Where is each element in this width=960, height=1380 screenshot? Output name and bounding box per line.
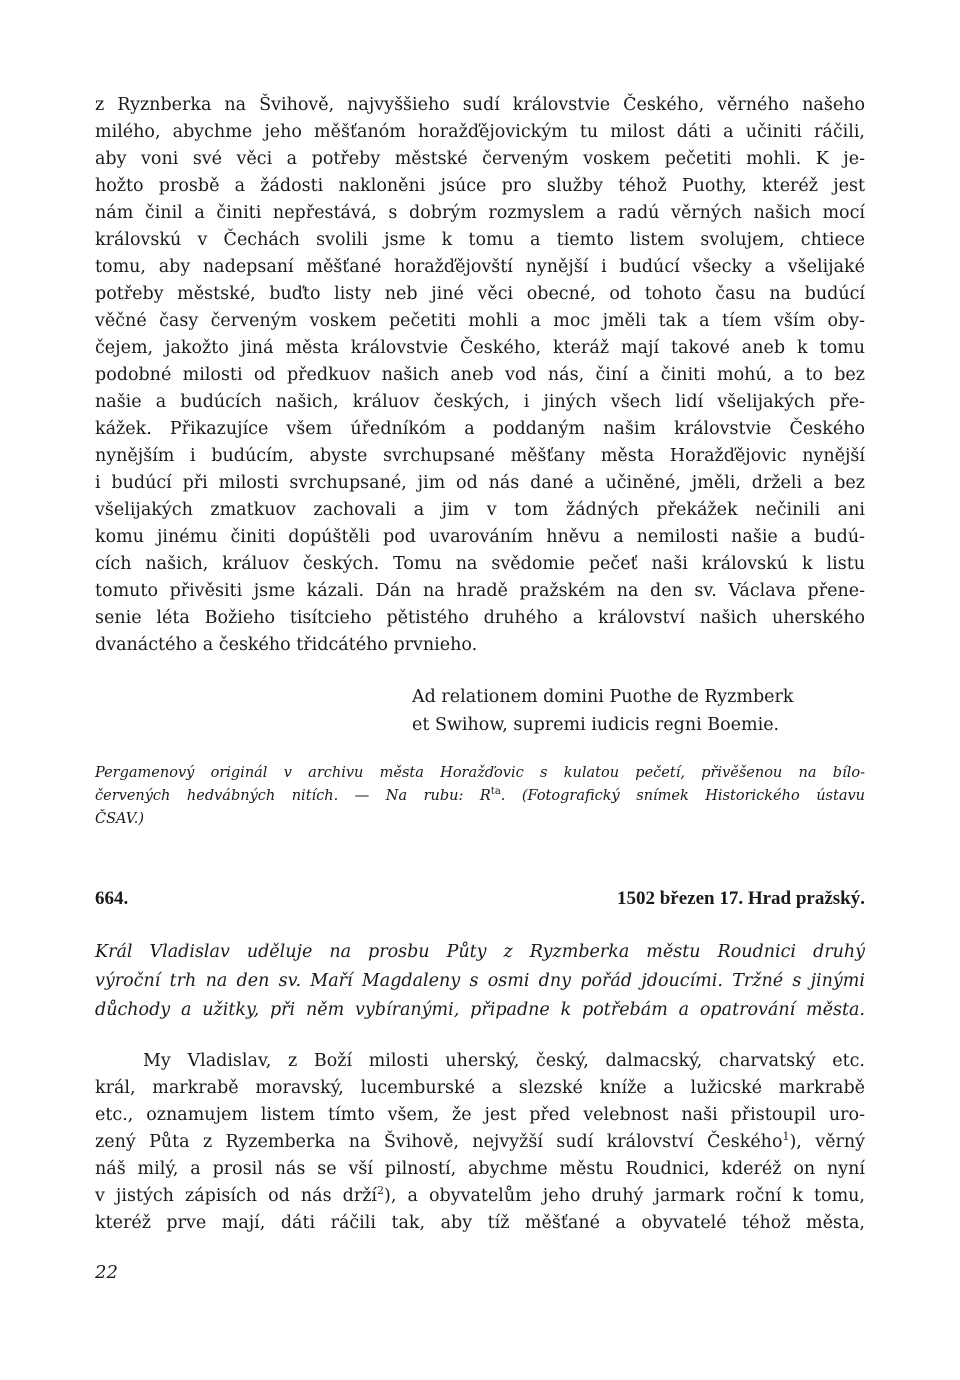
text-line: král, markrabě moravský, lucemburské a slezské kníže a lužicské markrabě — [95, 1078, 865, 1098]
text-line: kteréž prve mají, dáti ráčili tak, aby tíž měšťané a obyvatelé téhož města, — [95, 1213, 865, 1233]
page-number: 22 — [95, 1262, 118, 1283]
footnote-ref[interactable]: 2 — [377, 1184, 385, 1198]
text-line: senie léta Božieho tisítcieho pětistého druhého a království našich uherského — [95, 608, 865, 628]
text-line: kážek. Přikazujíce všem úředníkóm a poddaným našim královstvie Českého — [95, 419, 865, 439]
regest-line: výroční trh na den sv. Maří Magdaleny s osmi dny pořád jdoucími. Tržné s jinými — [95, 971, 865, 991]
regest-line: důchody a užitky, při něm vybíranými, připadne k potřebám a opatrování města. — [95, 1000, 865, 1020]
text-line: tomuto přivěsiti jsme kázali. Dán na hradě pražském na den sv. Václava přene- — [95, 581, 865, 601]
document-date-place: 1502 březen 17. Hrad pražský. — [616, 888, 865, 909]
text-line: etc., oznamujem listem tímto všem, že jest před velebnost naši přistoupil uro- — [95, 1105, 865, 1125]
text-line: čejem, jakožto jiná města královstvie Českého, kteráž mají takové aneb k tomu — [95, 338, 865, 358]
source-note-text: červených hedvábných nitích. — Na rubu: R — [95, 788, 491, 804]
text-line: hožto prosbě a žádosti nakloněni jsúce pro služby téhož Puothy, kteréž jest — [95, 176, 865, 196]
regest-line: Král Vladislav uděluje na prosbu Půty z Ryzmberka městu Roudnici druhý — [95, 942, 865, 962]
text-segment: v jistých zápisích od nás drží — [95, 1186, 378, 1206]
text-line: tomu, aby nadepsaní měšťané horažďějovští nynější i budúcí všecky a všelijaké — [95, 257, 865, 277]
source-note-line: ČSAV.) — [95, 811, 144, 827]
regest — [95, 938, 865, 1025]
text-line — [95, 1129, 865, 1156]
text-line: i budúcí při milosti svrchupsané, jim od nás dané a učiněné, jměli, drželi a bez — [95, 473, 865, 493]
text-segment: ), věrný — [789, 1132, 866, 1152]
text-line: milého, abychme jeho měšťanóm horažďějovickým tu milost dáti a učiniti ráčili, — [95, 122, 865, 142]
text-segment: zený Půta z Ryzemberka na Švihově, nejvyžší sudí království Českého — [95, 1132, 783, 1152]
text-line — [95, 1183, 865, 1210]
document-number: 664. — [95, 888, 129, 909]
signature-line: et Swihow, supremi iudicis regni Boemie. — [412, 715, 780, 735]
text-line: komu jinému činiti dopúštěli pod uvarováním hněvu a nemilosti našie a budú- — [95, 527, 865, 547]
text-line: věčné časy červeným voskem pečetiti mohli a moc jměli tak a tíem vším oby- — [95, 311, 865, 331]
text-line: našie a budúcích našich, králuov českých, i jiných všech lidí všelijakých pře- — [95, 392, 865, 412]
text-line: z Ryznberka na Švihově, najvyššieho sudí královstvie Českého, věrného našeho — [95, 95, 865, 115]
text-line: My Vladislav, z Boží milosti uherský, český, dalmacský, charvatský etc. — [143, 1051, 865, 1071]
source-note — [95, 762, 865, 831]
footnote-ref[interactable]: 1 — [782, 1130, 790, 1144]
text-line: potřeby městské, buďto listy neb jiné věci obecné, od tohoto času na budúcí — [95, 284, 865, 304]
superscript: ta — [490, 786, 501, 798]
text-line: aby voni své věci a potřeby městské červeným voskem pečetiti mohli. K je- — [95, 149, 865, 169]
text-line: dvanáctého a českého třidcátého prvnieho. — [95, 635, 478, 655]
source-note-text: . (Fotografický snímek Historického ústavu — [500, 788, 865, 804]
text-line: nám činil a činiti nepřestává, s dobrým rozmyslem a radú věrných našich mocí — [95, 203, 865, 223]
text-line: cích našich, králuov českých. Tomu na svědomie pečeť naši královskú k listu — [95, 554, 865, 574]
text-line: nynějším i budúcím, abyste svrchupsané měšťany města Horažďějovic nynější — [95, 446, 865, 466]
source-note-line: Pergamenový originál v archivu města Horažďovic s kulatou pečetí, přivěšenou na bílo- — [95, 765, 865, 781]
text-line: podobné milosti od předkuov našich aneb vod nás, činí a činiti mohú, a to bez — [95, 365, 865, 385]
signature-block — [412, 683, 872, 739]
text-line: náš milý, a prosil nás se vší pilností, abychme městu Roudnici, kderéž on nyní — [95, 1159, 865, 1179]
paragraph-bottom — [95, 1048, 865, 1237]
source-note-line — [95, 785, 865, 808]
text-line: všelijakých zmatkuov zachovali a jim v tom žádných překážek nečinili ani — [95, 500, 865, 520]
text-line: královskú v Čechách svolili jsme k tomu a tiemto listem svolujem, chtiece — [95, 230, 865, 250]
text-segment: ), a obyvatelům jeho druhý jarmark roční k tomu, — [384, 1186, 865, 1206]
paragraph-top — [95, 92, 865, 659]
signature-line: Ad relationem domini Puothe de Ryzmberk — [412, 687, 794, 707]
